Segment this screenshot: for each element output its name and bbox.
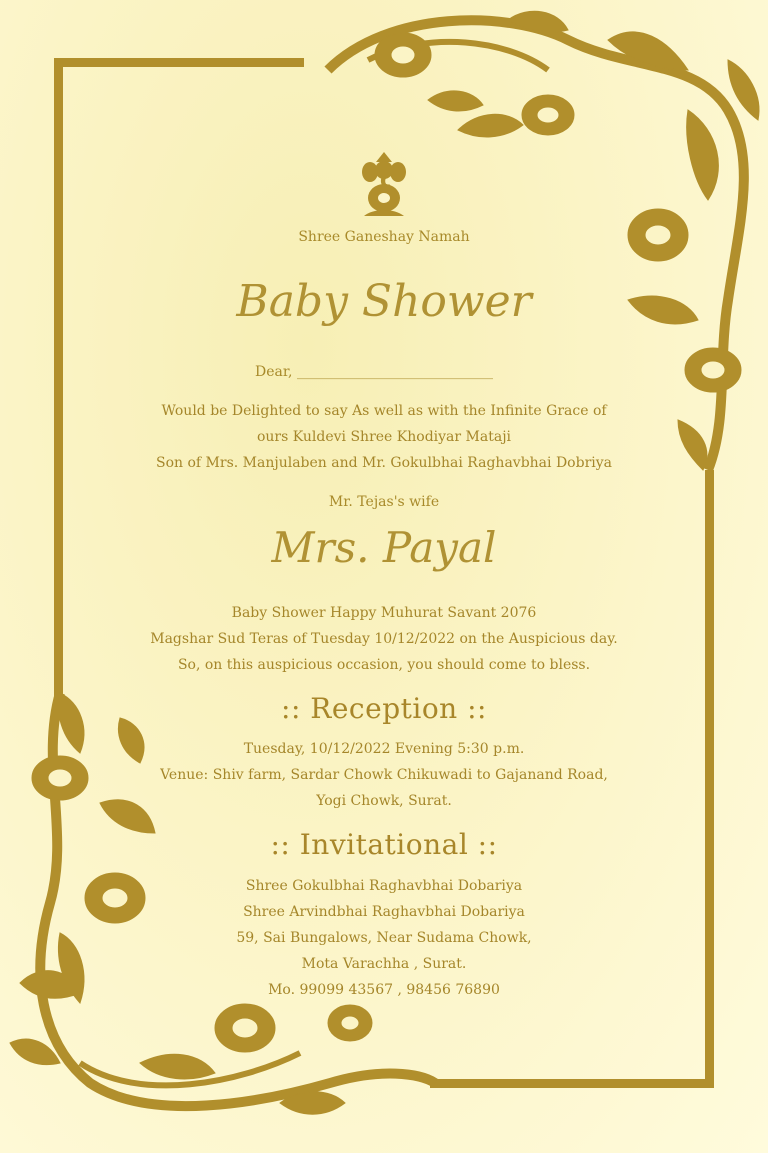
intro-line: Son of Mrs. Manjulaben and Mr. Gokulbhai Raghavbhai Dobriya xyxy=(156,455,612,471)
invitational-heading: :: Invitational :: xyxy=(270,828,498,861)
honoree-name: Mrs. Payal xyxy=(271,523,497,572)
invitational-block xyxy=(0,873,768,1003)
invitational-line: 59, Sai Bungalows, Near Sudama Chowk, xyxy=(236,930,532,946)
reception-heading: :: Reception :: xyxy=(281,692,487,725)
relation-text: Mr. Tejas's wife xyxy=(328,494,440,510)
ganesha-icon xyxy=(356,150,412,222)
reception-line: Venue: Shiv farm, Sardar Chowk Chikuwadi to Gajanand Road, xyxy=(160,767,608,783)
title-text: Baby Shower xyxy=(236,276,532,327)
invitational-line: Shree Arvindbhai Raghavbhai Dobariya xyxy=(243,904,525,920)
muhurat-line: So, on this auspicious occasion, you should come to bless. xyxy=(177,657,591,673)
muhurat-line: Baby Shower Happy Muhurat Savant 2076 xyxy=(231,605,537,621)
invitational-line: Shree Gokulbhai Raghavbhai Dobariya xyxy=(245,878,523,894)
muhurat-block xyxy=(0,600,768,678)
invitational-line: Mota Varachha , Surat. xyxy=(301,956,467,972)
reception-block xyxy=(0,736,768,814)
reception-line: Tuesday, 10/12/2022 Evening 5:30 p.m. xyxy=(243,741,525,757)
muhurat-line: Magshar Sud Teras of Tuesday 10/12/2022 on the Auspicious day. xyxy=(150,631,618,647)
dear-line: Dear, ____________________________ xyxy=(255,364,493,380)
invocation-text: Shree Ganeshay Namah xyxy=(298,229,470,245)
frame-bottom-line xyxy=(430,1079,714,1088)
reception-line: Yogi Chowk, Surat. xyxy=(316,793,452,809)
intro-block xyxy=(0,398,768,476)
intro-line: Would be Delighted to say As well as with the Infinite Grace of xyxy=(161,403,607,419)
intro-line: ours Kuldevi Shree Khodiyar Mataji xyxy=(256,429,512,445)
frame-top-line xyxy=(54,58,304,67)
invitational-line: Mo. 99099 43567 , 98456 76890 xyxy=(268,982,500,998)
